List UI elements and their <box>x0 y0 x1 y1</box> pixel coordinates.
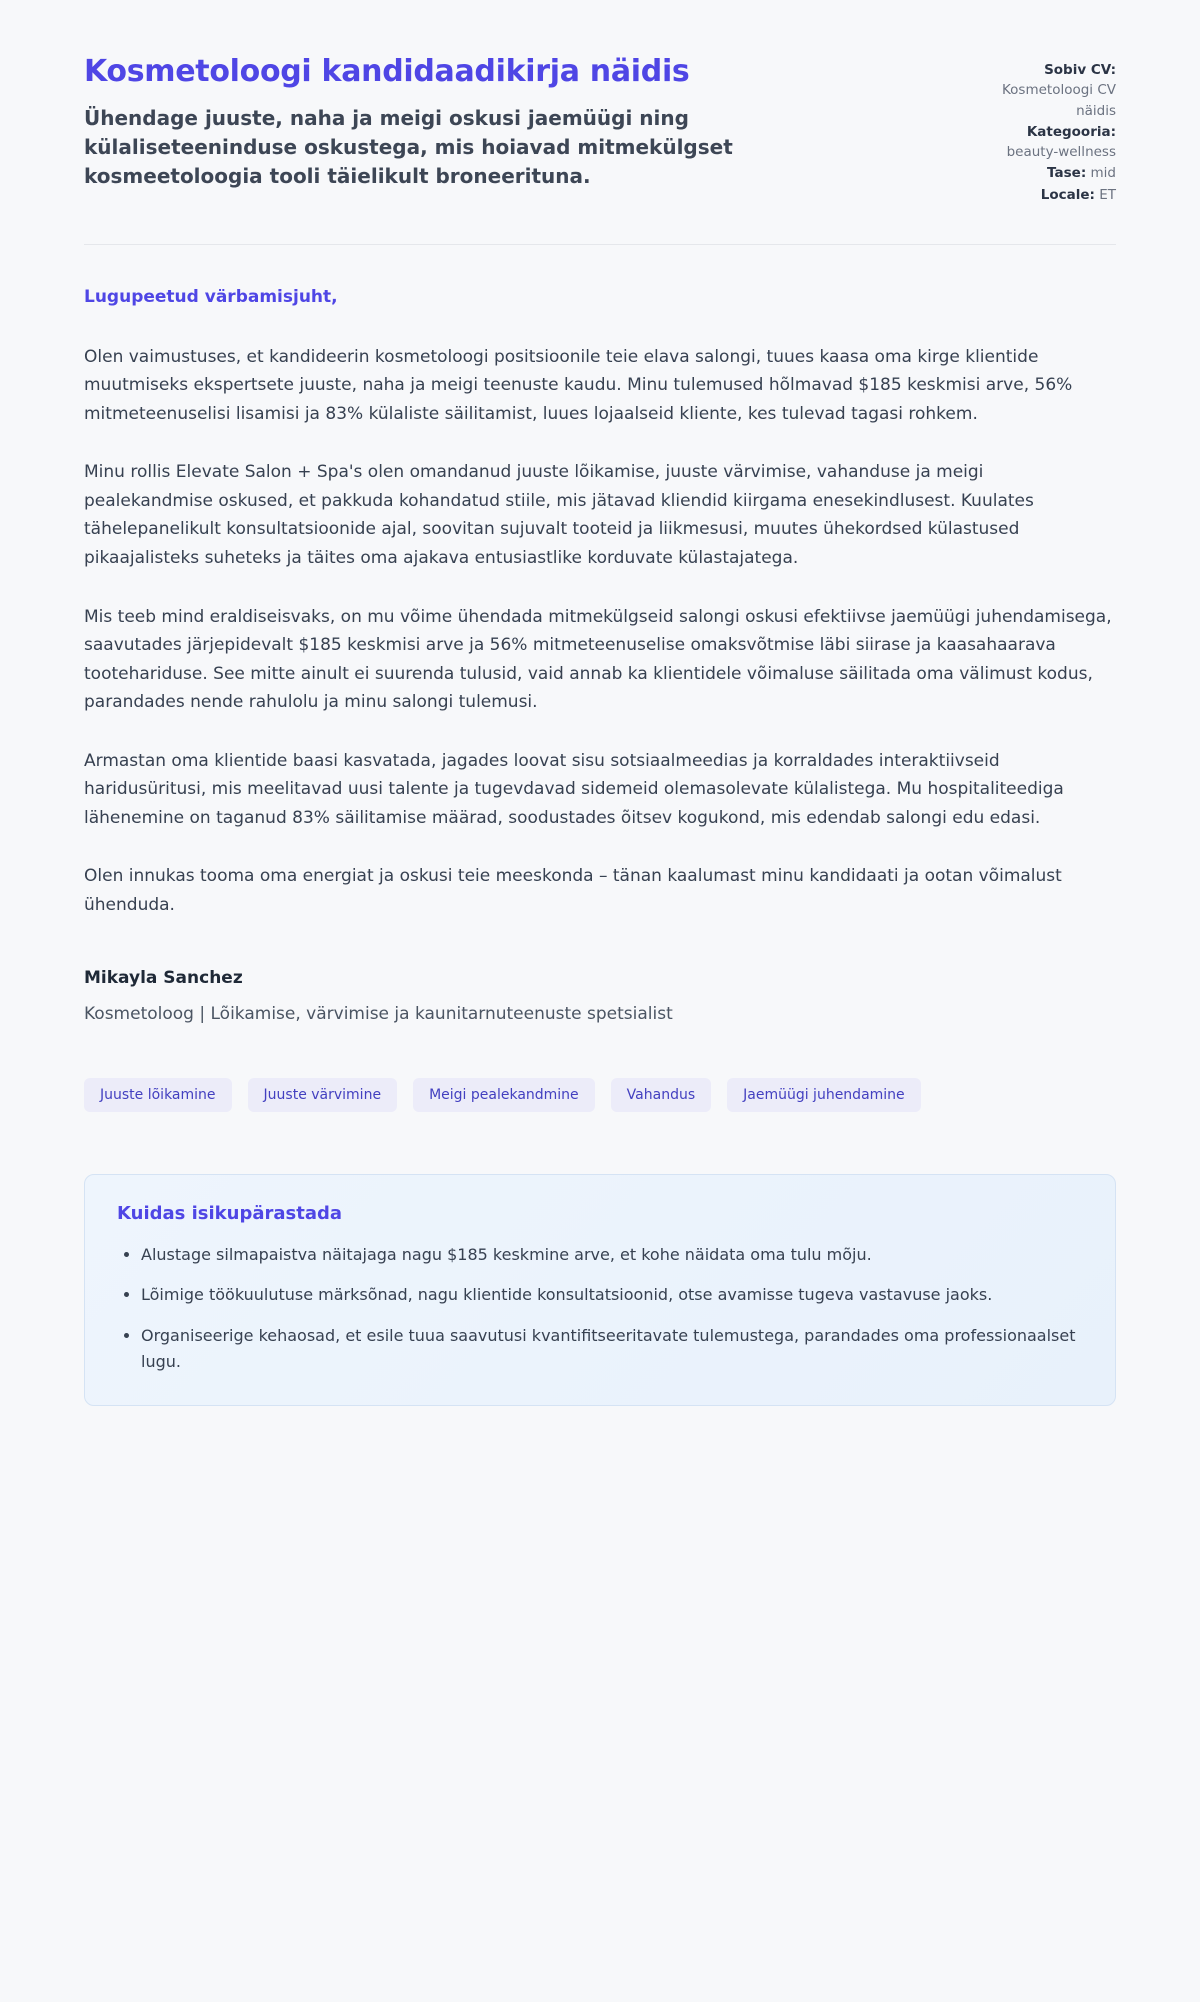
tips-title: Kuidas isikupärastada <box>117 1202 343 1224</box>
meta-value: Kosmetoloogi CV näidis <box>1001 82 1116 119</box>
letter-paragraph: Olen vaimustuses, et kandideerin kosmetoloogi positsioonile teie elava salongi, tuues kaasa oma kirge klientide muutmiseks ekspertsete juuste, naha ja meigi teenuste kaudu. Minu tulemused hõlmavad $185 keskmisi arve, 56% mitmeteenuselisi lisamisi ja 83% külaliste säilitamist, luues lojaalseid kliente, kes tulevad tagasi rohkem. <box>84 346 1073 424</box>
tips-list <box>117 1242 1083 1376</box>
signature-role: Kosmetoloog | Lõikamise, värvimise ja kaunitarnuteenuste spetsialist <box>84 1003 673 1024</box>
meta-value: ET <box>1099 186 1116 203</box>
letter-paragraph: Minu rollis Elevate Salon + Spa's olen omandanud juuste lõikamise, juuste värvimise, vahanduse ja meigi pealekandmise oskused, et pakkuda kohandatud stiile, mis jätavad kliendid kiirgama enesekindlusest. Kuulates tähelepanelikult konsultatsioonide ajal, soovitan sujuvalt tooteid ja liikmesusi, muutes ühekordsed külastused pikaajalisteks suheteks ja täites oma ajakava entusiastlike korduvate külastajatega. <box>84 462 1034 569</box>
header-divider <box>84 244 1116 245</box>
header-title-block <box>84 54 952 206</box>
tip-item: • Lõimige töökuulutuse märksõnad, nagu klientide konsultatsioonid, otse avamisse tugeva vastavuse jaoks. <box>141 1282 1083 1308</box>
meta-label: Locale: <box>1040 186 1095 203</box>
skill-tag[interactable]: Meigi pealekandmine <box>413 1078 595 1112</box>
meta-label: Tase: <box>1047 165 1087 182</box>
skill-tag[interactable]: Vahandus <box>611 1078 711 1112</box>
letter-body <box>84 287 1116 1406</box>
meta-label: Kategooria: <box>1026 123 1116 140</box>
page-title: Kosmetoloogi kandidaadikirja näidis <box>84 54 690 89</box>
meta-row-locale <box>988 185 1116 205</box>
meta-row-matching-cv <box>988 60 1116 121</box>
meta-row-category <box>988 122 1116 163</box>
letter-greeting: Lugupeetud värbamisjuht, <box>84 286 338 307</box>
page-subtitle: Ühendage juuste, naha ja meigi oskusi jaemüügi ning külaliseteeninduse oskustega, mis hoiavad mitmekülgset kosmeetoloogia tooli täielikult broneerituna. <box>84 106 733 188</box>
cover-letter-page <box>84 0 1116 1486</box>
skill-tag[interactable]: Juuste lõikamine <box>84 1078 232 1112</box>
page-header <box>84 54 1116 206</box>
meta-panel <box>988 54 1116 206</box>
personalization-tips-panel <box>84 1174 1116 1407</box>
meta-label: Sobiv CV: <box>1044 62 1116 78</box>
letter-paragraph: Armastan oma klientide baasi kasvatada, jagades loovat sisu sotsiaalmeedias ja korraldades interaktiivseid haridusüritusi, mis meelitavad uusi talente ja tugevdavad sidemeid olemasolevate külalistega. Mu hospitaliteediga lähenemine on taganud 83% säilitamise määrad, soodustades õitsev kogukond, mis edendab salongi edu edasi. <box>84 750 1064 828</box>
letter-paragraph: Mis teeb mind eraldiseisvaks, on mu võime ühendada mitmekülgseid salongi oskusi efektiivse jaemüügi juhendamisega, saavutades järjepidevalt $185 keskmisi arve ja 56% mitmeteenuselise omaksvõtmise läbi siirase ja kaasahaarava tootehariduse. See mitte ainult ei suurenda tulusid, vaid annab ka klientidele võimaluse säilitada oma välimust kodus, parandades nende rahulolu ja minu salongi tulemusi. <box>84 606 1112 713</box>
tip-item: • Alustage silmapaistva näitajaga nagu $185 keskmine arve, et kohe näidata oma tulu mõju. <box>141 1242 1083 1268</box>
tip-item: • Organiseerige kehaosad, et esile tuua saavutusi kvantifitseeritavate tulemustega, parandades oma professionaalset lugu. <box>141 1323 1083 1375</box>
skill-tag[interactable]: Juuste värvimine <box>248 1078 398 1112</box>
meta-row-level <box>988 163 1116 183</box>
meta-value: beauty-wellness <box>1006 144 1116 160</box>
meta-value: mid <box>1090 165 1116 182</box>
skill-tag[interactable]: Jaemüügi juhendamine <box>727 1078 921 1112</box>
skill-tag-list <box>84 1078 1116 1112</box>
letter-paragraph: Olen innukas tooma oma energiat ja oskusi teie meeskonda – tänan kaalumast minu kandidaati ja ootan võimalust ühenduda. <box>84 866 1062 915</box>
signature-name: Mikayla Sanchez <box>84 967 243 988</box>
